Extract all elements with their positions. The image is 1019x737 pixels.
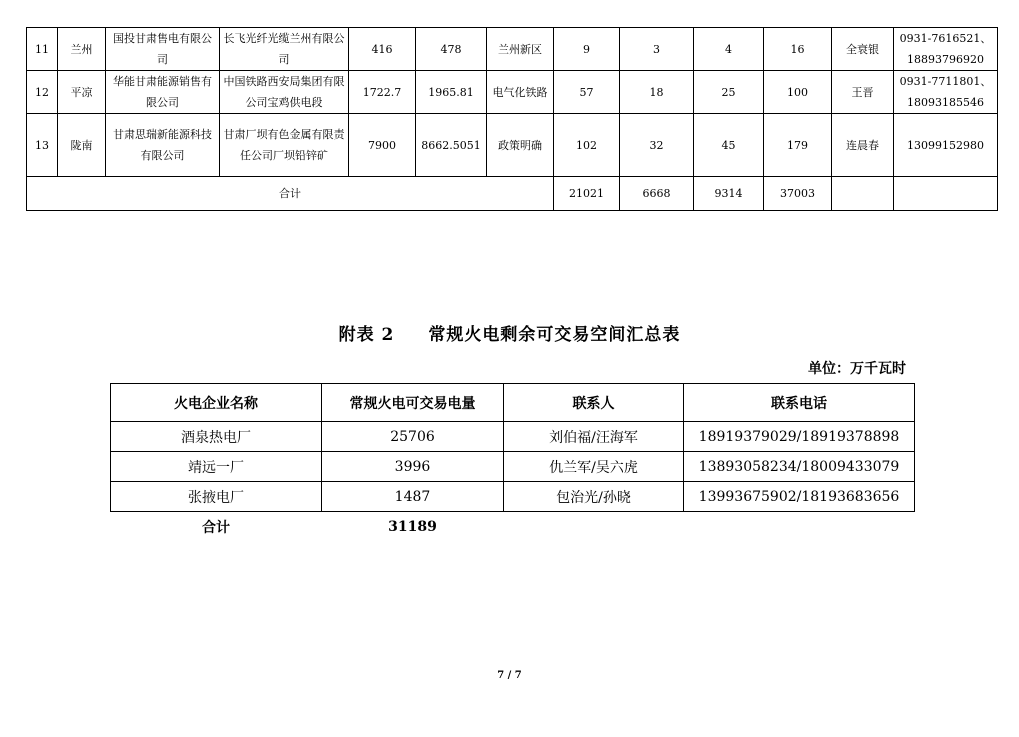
cell: 0931-7616521、18893796920: [894, 28, 998, 71]
cell: 甘肃思瑞新能源科技有限公司: [106, 114, 220, 177]
column-header: 常规火电可交易电量: [322, 384, 504, 422]
cell: 13: [27, 114, 58, 177]
column-header: 联系电话: [684, 384, 915, 422]
empty-cell: [894, 177, 998, 211]
cell: 王晋: [832, 71, 894, 114]
total-value: 31189: [388, 519, 437, 535]
empty-cell: [832, 177, 894, 211]
cell: 1487: [322, 482, 504, 512]
empty-cell: [684, 512, 915, 543]
table-row: [111, 422, 915, 452]
table-row: [111, 482, 915, 512]
cell: 刘伯福/汪海军: [504, 422, 684, 452]
cell: 华能甘肃能源销售有限公司: [106, 71, 220, 114]
cell: 16: [764, 28, 832, 71]
thermal-power-table: [110, 383, 915, 542]
cell: 102: [554, 114, 620, 177]
cell: 13893058234/18009433079: [684, 452, 915, 482]
cell: 0931-7711801、18093185546: [894, 71, 998, 114]
cell: 45: [694, 114, 764, 177]
cell: 平凉: [58, 71, 106, 114]
cell: 179: [764, 114, 832, 177]
total-label: 合计: [202, 520, 230, 536]
column-header: 火电企业名称: [111, 384, 322, 422]
cell: 包治光/孙晓: [504, 482, 684, 512]
column-header: 联系人: [504, 384, 684, 422]
cell: 18919379029/18919378898: [684, 422, 915, 452]
total-cell: 21021: [554, 177, 620, 211]
cell: 陇南: [58, 114, 106, 177]
total-label: 合计: [27, 177, 554, 211]
table-header-row: [111, 384, 915, 422]
cell: 张掖电厂: [111, 482, 322, 512]
cell: 政策明确: [487, 114, 554, 177]
table-row: [27, 28, 998, 71]
cell: 4: [694, 28, 764, 71]
cell: 100: [764, 71, 832, 114]
cell: 连晨春: [832, 114, 894, 177]
trading-table-continued: [26, 27, 998, 211]
appendix-title: [0, 320, 1019, 345]
cell: 18: [620, 71, 694, 114]
unit-label: 单位：万千瓦时: [808, 361, 906, 377]
cell: 1965.81: [416, 71, 487, 114]
cell: 25706: [322, 422, 504, 452]
cell: 1722.7: [349, 71, 416, 114]
cell: 12: [27, 71, 58, 114]
cell: 7900: [349, 114, 416, 177]
empty-cell: [504, 512, 684, 543]
cell: 13993675902/18193683656: [684, 482, 915, 512]
cell: 11: [27, 28, 58, 71]
cell: 长飞光纤光缆兰州有限公司: [220, 28, 349, 71]
cell: 中国铁路西安局集团有限公司宝鸡供电段: [220, 71, 349, 114]
cell: 全衰银: [832, 28, 894, 71]
cell: 13099152980: [894, 114, 998, 177]
cell: 兰州新区: [487, 28, 554, 71]
appendix-title-text: 常规火电剩余可交易空间汇总表: [428, 325, 681, 345]
cell: 仇兰军/吴六虎: [504, 452, 684, 482]
total-cell: 9314: [694, 177, 764, 211]
cell: 32: [620, 114, 694, 177]
table-row: [27, 71, 998, 114]
cell: 57: [554, 71, 620, 114]
total-row: [111, 512, 915, 543]
table-row: [27, 114, 998, 177]
total-cell: 37003: [764, 177, 832, 211]
cell: 478: [416, 28, 487, 71]
cell: 3: [620, 28, 694, 71]
cell: 9: [554, 28, 620, 71]
cell: 甘肃厂坝有色金属有限责任公司厂坝铅锌矿: [220, 114, 349, 177]
cell: 电气化铁路: [487, 71, 554, 114]
cell: 8662.5051: [416, 114, 487, 177]
cell: 416: [349, 28, 416, 71]
cell: 国投甘肃售电有限公司: [106, 28, 220, 71]
cell: 25: [694, 71, 764, 114]
cell: 酒泉热电厂: [111, 422, 322, 452]
cell: 兰州: [58, 28, 106, 71]
appendix-number: 附表 2: [338, 325, 395, 345]
page-number: 7 / 7: [497, 670, 522, 681]
total-cell: 6668: [620, 177, 694, 211]
table-row: [111, 452, 915, 482]
total-row: [27, 177, 998, 211]
cell: 靖远一厂: [111, 452, 322, 482]
cell: 3996: [322, 452, 504, 482]
